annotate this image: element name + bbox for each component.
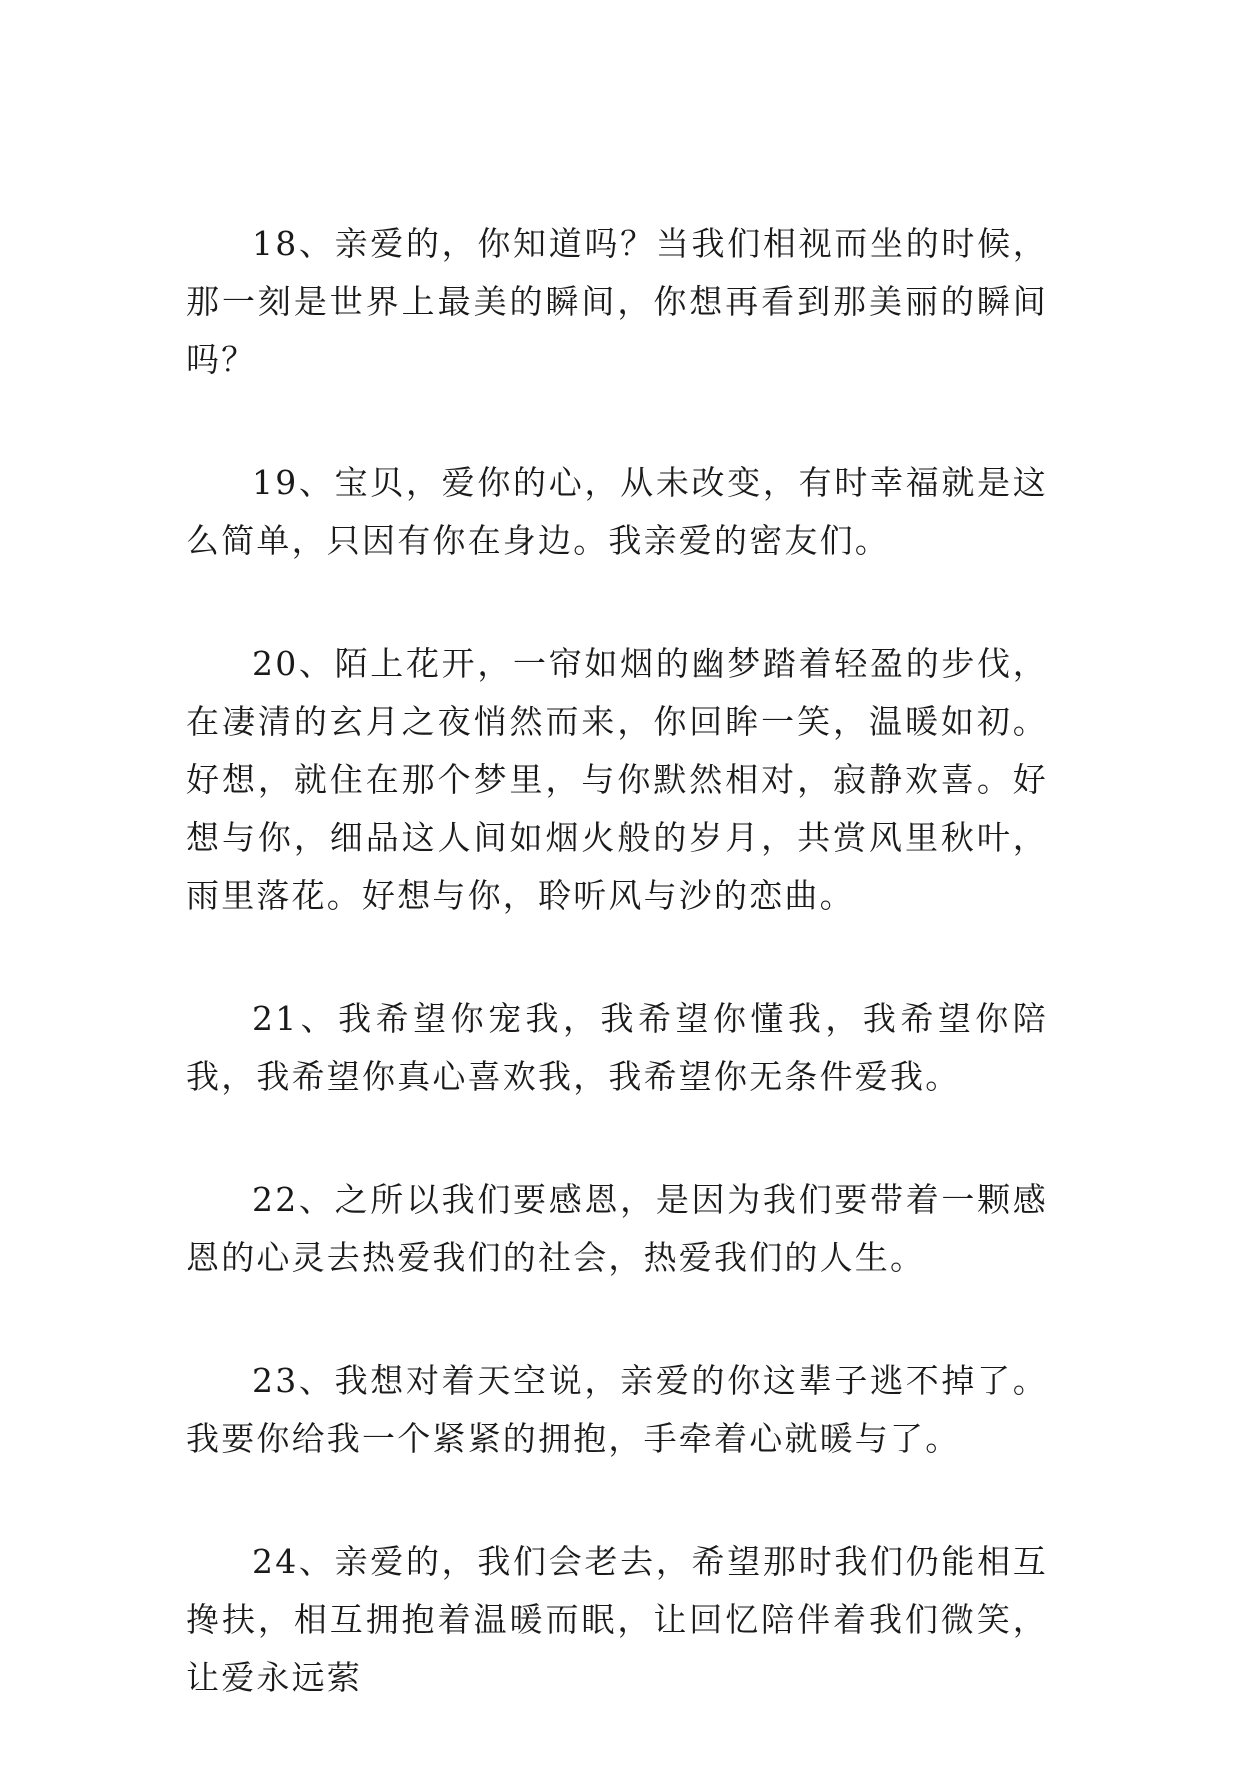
paragraph-22: 22、之所以我们要感恩，是因为我们要带着一颗感恩的心灵去热爱我们的社会，热爱我们的人生。 [186, 1180, 1048, 1277]
document-body [186, 215, 1048, 1772]
paragraph-24: 24、亲爱的，我们会老去，希望那时我们仍能相互搀扶，相互拥抱着温暖而眠，让回忆陪伴着我们微笑，让爱永远萦 [186, 1542, 1048, 1697]
paragraph-18: 18、亲爱的，你知道吗？当我们相视而坐的时候，那一刻是世界上最美的瞬间，你想再看到那美丽的瞬间吗？ [186, 224, 1048, 379]
paragraph-23: 23、我想对着天空说，亲爱的你这辈子逃不掉了。我要你给我一个紧紧的拥抱，手牵着心就暖与了。 [186, 1361, 1048, 1458]
paragraph-19: 19、宝贝，爱你的心，从未改变，有时幸福就是这么简单，只因有你在身边。我亲爱的密友们。 [186, 463, 1048, 560]
paragraph-20: 20、陌上花开，一帘如烟的幽梦踏着轻盈的步伐，在凄清的玄月之夜悄然而来，你回眸一笑，温暖如初。好想，就住在那个梦里，与你默然相对，寂静欢喜。好想与你，细品这人间如烟火般的岁月，共赏风里秋叶，雨里落花。好想与你，聆听风与沙的恋曲。 [186, 644, 1048, 915]
paragraph-21: 21、我希望你宠我，我希望你懂我，我希望你陪我，我希望你真心喜欢我，我希望你无条件爱我。 [186, 999, 1048, 1096]
